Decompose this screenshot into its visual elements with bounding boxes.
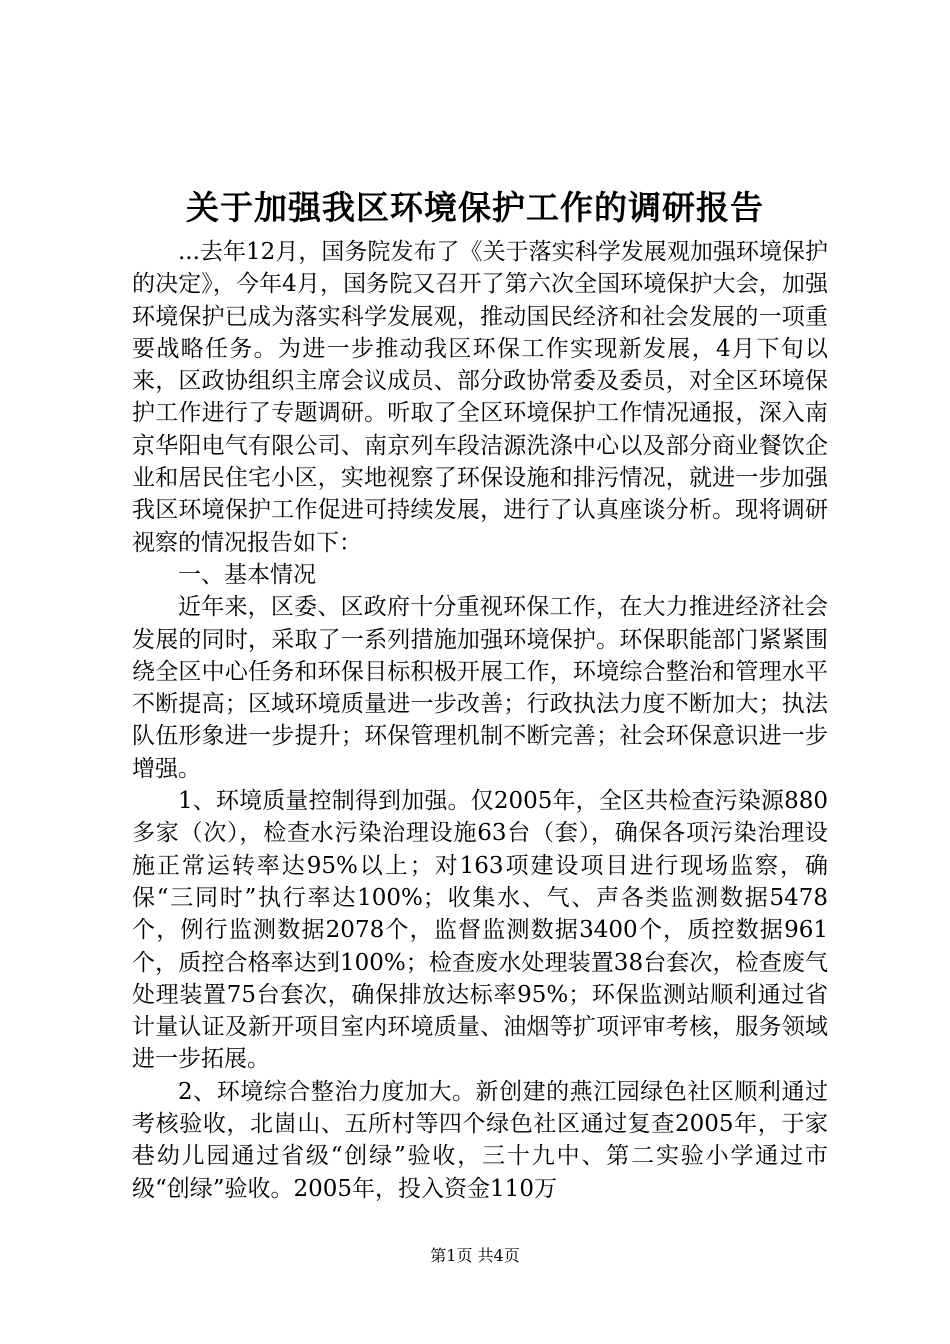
paragraph-item-1: 1、环境质量控制得到加强。仅2005年，全区共检查污染源880多家（次），检查水污染治理设施63台（套），确保各项污染治理设施正常运转率达95%以上；对163项建设项目进行现场监察，确保“三同时”执行率达100%；收集水、气、声各类监测数据5478个，例行监测数据2078个，监督监测数据3400个，质控数据961个，质控合格率达到100%；检查废水处理装置38台套次，检查废气处理装置75台套次，确保排放达标率95%；环保监测站顺利通过省计量认证及新开项目室内环境质量、油烟等扩项评审考核，服务领域进一步拓展。 (132, 788, 828, 1073)
section-heading-basic: 一、基本情况 (178, 561, 316, 588)
paragraph-item-2: 2、环境综合整治力度加大。新创建的燕江园绿色社区顺利通过考核验收，北崮山、五所村等四个绿色社区通过复查2005年，于家巷幼儿园通过省级“创绿”验收，三十九中、第二实验小学通过市级“创绿”验收。2005年，投入资金110万 (132, 1078, 828, 1202)
paragraph-overview: 近年来，区委、区政府十分重视环保工作，在大力推进经济社会发展的同时，采取了一系列措施加强环境保护。环保职能部门紧紧围绕全区中心任务和环保目标积极开展工作，环境综合整治和管理水平不断提高；区域环境质量进一步改善；行政执法力度不断加大；执法队伍形象进一步提升；环保管理机制不断完善；社会环保意识进一步增强。 (132, 594, 828, 782)
page-footer: 第1页 共4页 (430, 1246, 520, 1265)
document-title: 关于加强我区环境保护工作的调研报告 (186, 188, 764, 227)
paragraph-intro: ...去年12月，国务院发布了《关于落实科学发展观加强环境保护的决定》，今年4月，国务院又召开了第六次全国环境保护大会，加强环境保护已成为落实科学发展观，推动国民经济和社会发展的一项重要战略任务。为进一步推动我区环保工作实现新发展，4月下旬以来，区政协组织主席会议成员、部分政协常委及委员，对全区环境保护工作进行了专题调研。听取了全区环境保护工作情况通报，深入南京华阳电气有限公司、南京列车段洁源洗涤中心以及部分商业餐饮企业和居民住宅小区，实地视察了环保设施和排污情况，就进一步加强我区环境保护工作促进可持续发展，进行了认真座谈分析。现将调研视察的情况报告如下： (132, 239, 828, 556)
document-body (132, 236, 828, 1205)
